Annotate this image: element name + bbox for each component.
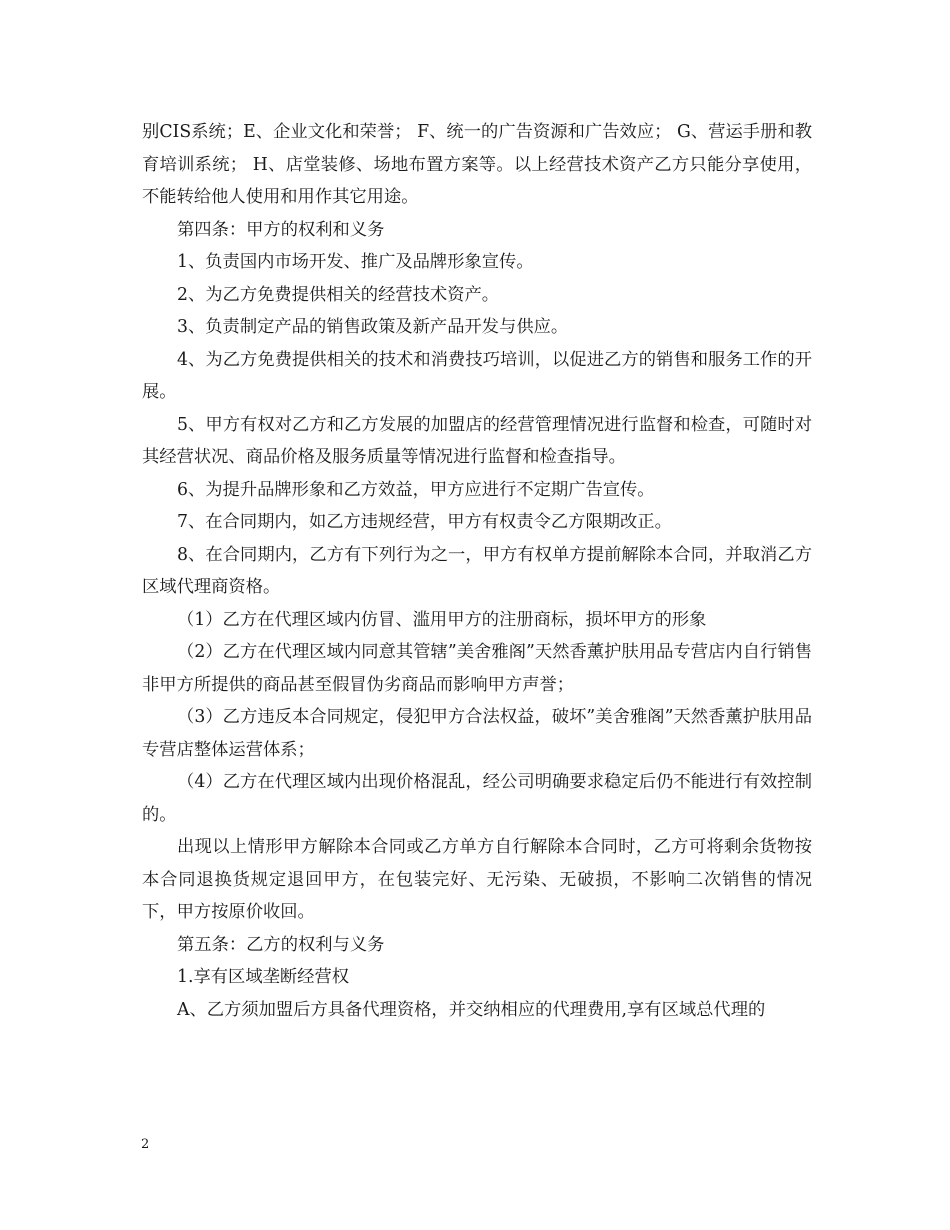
sub-clause: （3）乙方违反本合同规定，侵犯甲方合法权益，破坏”美舍雅阁”天然香薰护肤用品专营店整体运营体系； bbox=[142, 707, 812, 760]
page-number: 2 bbox=[141, 1137, 150, 1152]
paragraph: 2、为乙方免费提供相关的经营技术资产。 bbox=[177, 284, 500, 305]
sub-clause: （1）乙方在代理区域内仿冒、滥用甲方的注册商标，损坏甲方的形象 bbox=[177, 609, 707, 630]
sub-clause: （2）乙方在代理区域内同意其管辖”美舍雅阁”天然香薰护肤用品专营店内自行销售非甲方所提供的商品甚至假冒伪劣商品而影响甲方声誉； bbox=[142, 642, 812, 695]
section-heading-article-5: 第五条：乙方的权利与义务 bbox=[177, 934, 385, 955]
paragraph: 8、在合同期内，乙方有下列行为之一，甲方有权单方提前解除本合同，并取消乙方区域代理商资格。 bbox=[142, 544, 812, 597]
paragraph: 出现以上情形甲方解除本合同或乙方单方自行解除本合同时，乙方可将剩余货物按本合同退换货规定退回甲方，在包装完好、无污染、无破损，不影响二次销售的情况下，甲方按原价收回。 bbox=[142, 837, 812, 922]
paragraph: 3、负责制定产品的销售政策及新产品开发与供应。 bbox=[177, 317, 569, 337]
sub-clause: （4）乙方在代理区域内出现价格混乱，经公司明确要求稳定后仍不能进行有效控制的。 bbox=[142, 772, 812, 825]
section-heading-article-4: 第四条：甲方的权利和义务 bbox=[177, 219, 385, 240]
paragraph: A、乙方须加盟后方具备代理资格，并交纳相应的代理费用,享有区域总代理的 bbox=[177, 999, 766, 1020]
paragraph: 别CIS系统；E、企业文化和荣誉； F、统一的广告资源和广告效应； G、营运手册和教育培训系统； H、店堂装修、场地布置方案等。以上经营技术资产乙方只能分享使用，不能转给他人使用和用作其它用途。 bbox=[142, 122, 812, 207]
paragraph: 5、甲方有权对乙方和乙方发展的加盟店的经营管理情况进行监督和检查，可随时对其经营状况、商品价格及服务质量等情况进行监督和检查指导。 bbox=[142, 414, 812, 467]
paragraph: 4、为乙方免费提供相关的技术和消费技巧培训，以促进乙方的销售和服务工作的开展。 bbox=[142, 349, 812, 402]
paragraph: 1、负责国内市场开发、推广及品牌形象宣传。 bbox=[177, 252, 534, 272]
paragraph: 6、为提升品牌形象和乙方效益，甲方应进行不定期广告宣传。 bbox=[177, 479, 655, 500]
paragraph: 1.享有区域垄断经营权 bbox=[177, 967, 350, 987]
document-body bbox=[142, 116, 812, 1026]
paragraph: 7、在合同期内，如乙方违规经营，甲方有权责令乙方限期改正。 bbox=[177, 512, 672, 532]
